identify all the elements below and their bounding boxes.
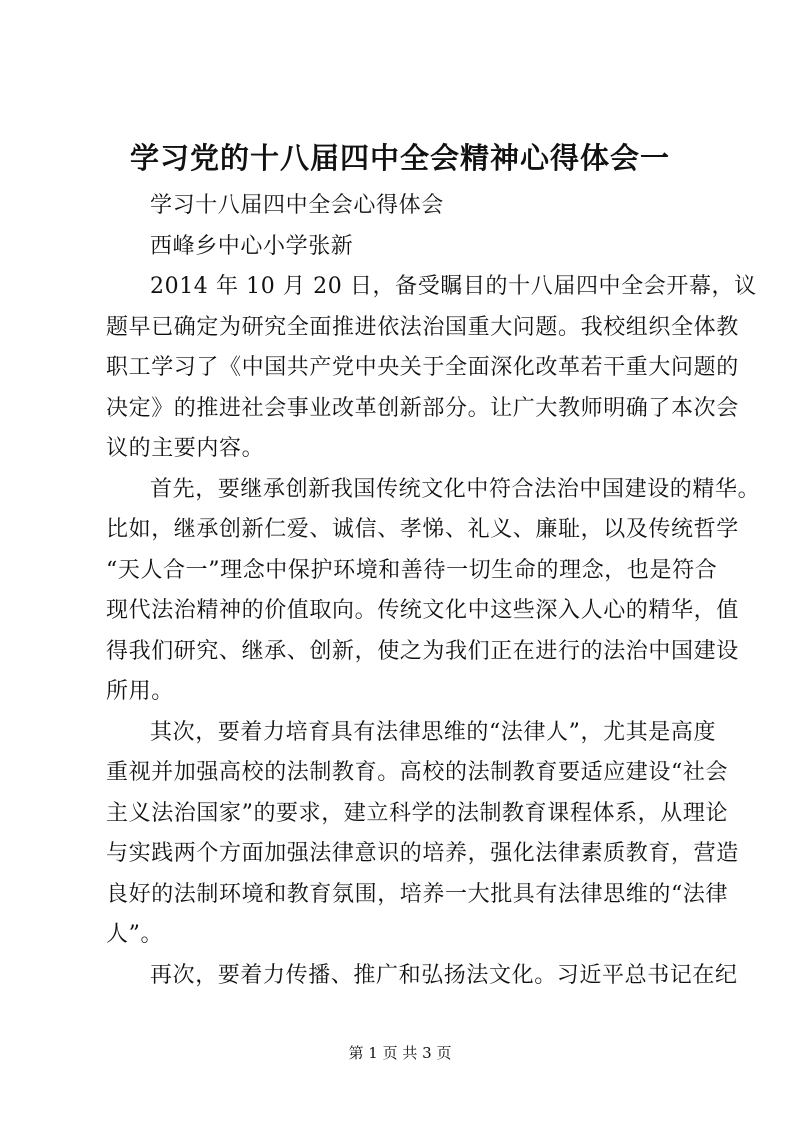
text-line: 再次，要着力传播、推广和弘扬法文化。习近平总书记在纪 bbox=[150, 962, 738, 988]
document-subtitle: 学习十八届四中全会心得体会 bbox=[150, 193, 444, 218]
page-footer: 第 1 页 共 3 页 bbox=[348, 1044, 452, 1062]
text-line: 与实践两个方面加强法律意识的培养，强化法律素质教育，营造 bbox=[106, 841, 739, 866]
text-line: 现代法治精神的价值取向。传统文化中这些深入人心的精华，值 bbox=[106, 598, 739, 623]
text-line: 职工学习了《中国共产党中央关于全面深化改革若干重大问题的 bbox=[106, 355, 739, 380]
text-line: 2014 年 10 月 20 日，备受瞩目的十八届四中全会开幕，议 bbox=[150, 274, 757, 299]
text-line: 比如，继承创新仁爱、诚信、孝悌、礼义、廉耻，以及传统哲学 bbox=[106, 517, 739, 542]
text-line: 其次，要着力培育具有法律思维的“法律人”，尤其是高度 bbox=[150, 719, 717, 745]
text-line: 议的主要内容。 bbox=[106, 436, 265, 461]
text-line: 主义法治国家”的要求，建立科学的法制教育课程体系，从理论 bbox=[106, 800, 729, 826]
text-line: 题早已确定为研究全面推进依法治国重大问题。我校组织全体教 bbox=[106, 314, 739, 340]
text-line: 决定》的推进社会事业改革创新部分。让广大教师明确了本次会 bbox=[106, 395, 739, 421]
text-line: 良好的法制环境和教育氛围，培养一大批具有法律思维的“法律 bbox=[106, 881, 729, 907]
document-title: 学习党的十八届四中全会精神心得体会一 bbox=[129, 141, 670, 175]
text-line: 重视并加强高校的法制教育。高校的法制教育要适应建设“社会 bbox=[106, 760, 729, 785]
text-line: 所用。 bbox=[106, 679, 174, 704]
paragraph-4 bbox=[106, 956, 738, 997]
text-line: 得我们研究、继承、创新，使之为我们正在进行的法治中国建设 bbox=[106, 638, 739, 664]
document-author: 西峰乡中心小学张新 bbox=[150, 233, 354, 259]
text-line: 人”。 bbox=[106, 922, 164, 947]
document-body bbox=[106, 186, 761, 996]
paragraph-2 bbox=[106, 470, 761, 713]
text-line: 首先，要继承创新我国传统文化中符合法治中国建设的精华。 bbox=[150, 476, 761, 502]
paragraph-3 bbox=[106, 713, 739, 956]
text-line: “天人合一”理念中保护环境和善待一切生命的理念，也是符合 bbox=[106, 557, 718, 583]
paragraph-1 bbox=[106, 267, 757, 470]
